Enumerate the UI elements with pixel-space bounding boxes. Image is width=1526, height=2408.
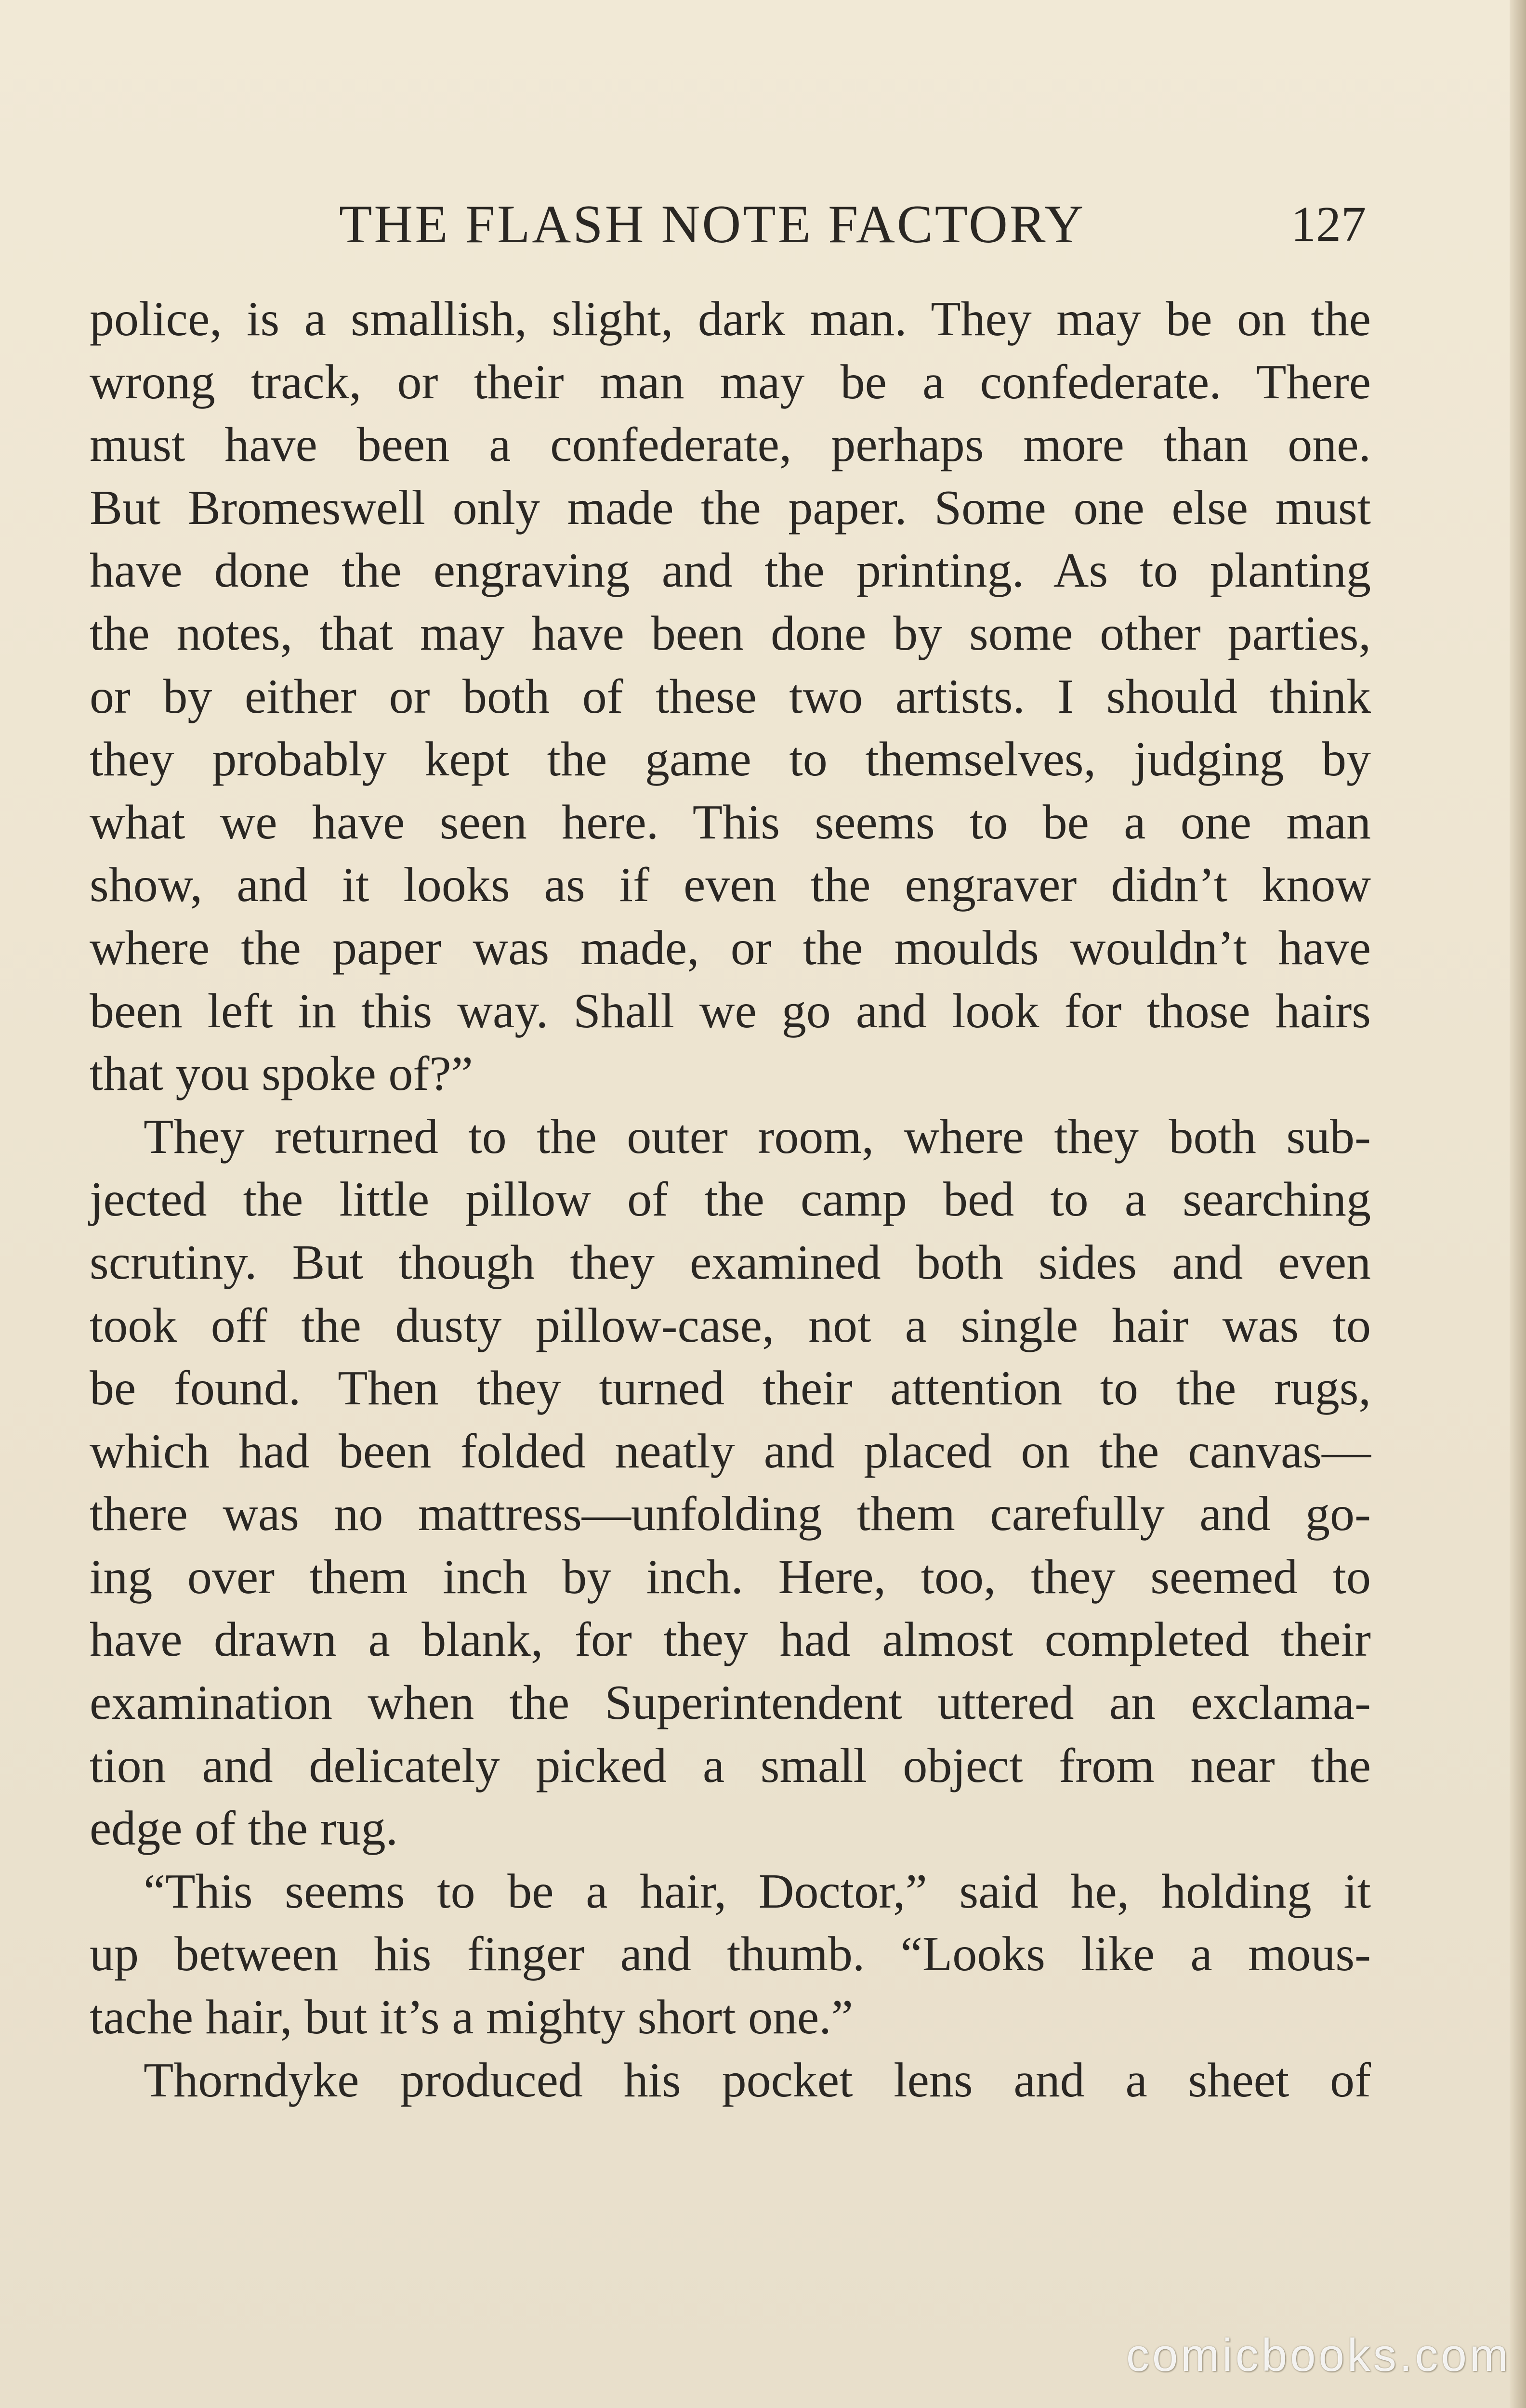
text-line: be found. Then they turned their attention to the rugs, xyxy=(90,1361,1371,1416)
text-line: there was no mattress—unfolding them carefully and go- xyxy=(90,1487,1371,1542)
text-line: scrutiny. But though they examined both sides and even xyxy=(90,1235,1371,1290)
text-line: They returned to the outer room, where they both sub- xyxy=(144,1109,1371,1164)
text-line: ing over them inch by inch. Here, too, they seemed to xyxy=(90,1549,1371,1604)
running-title: THE FLASH NOTE FACTORY xyxy=(339,195,1086,254)
text-line: have drawn a blank, for they had almost completed their xyxy=(90,1612,1371,1667)
text-line: wrong track, or their man may be a confederate. There xyxy=(90,354,1371,409)
text-line: which had been folded neatly and placed on the canvas— xyxy=(90,1424,1371,1479)
text-line: tache hair, but it’s a mighty short one.” xyxy=(90,1990,854,2045)
text-line: they probably kept the game to themselves, judging by xyxy=(90,732,1371,787)
text-line: up between his finger and thumb. “Looks like a mous- xyxy=(90,1927,1371,1982)
watermark: comicbooks.com xyxy=(1126,2329,1511,2381)
page-edge-shadow xyxy=(1510,0,1526,2408)
running-head xyxy=(0,191,1526,258)
body-text xyxy=(90,288,1371,2112)
text-line: must have been a confederate, perhaps more than one. xyxy=(90,418,1371,472)
text-line: edge of the rug. xyxy=(90,1801,398,1856)
text-line: jected the little pillow of the camp bed to a searching xyxy=(90,1172,1371,1227)
text-line: examination when the Superintendent uttered an exclama- xyxy=(90,1675,1371,1730)
text-line: police, is a smallish, slight, dark man. They may be on the xyxy=(90,292,1371,346)
text-line: or by either or both of these two artists. I should think xyxy=(90,669,1371,724)
text-line: show, and it looks as if even the engraver didn’t know xyxy=(90,858,1371,913)
text-line: that you spoke of?” xyxy=(90,1047,473,1101)
text-line: have done the engraving and the printing. As to planting xyxy=(90,543,1371,598)
text-line: tion and delicately picked a small object from near the xyxy=(90,1738,1371,1793)
text-line: where the paper was made, or the moulds wouldn’t have xyxy=(90,920,1371,975)
text-line: been left in this way. Shall we go and look for those hairs xyxy=(90,983,1371,1038)
text-line: the notes, that may have been done by some other parties, xyxy=(90,606,1371,661)
text-line: what we have seen here. This seems to be a one man xyxy=(90,795,1371,850)
text-line: took off the dusty pillow-case, not a single hair was to xyxy=(90,1298,1371,1353)
page-number: 127 xyxy=(1291,196,1366,252)
text-line: “This seems to be a hair, Doctor,” said he, holding it xyxy=(144,1864,1371,1919)
text-line: Thorndyke produced his pocket lens and a sheet of xyxy=(144,2053,1371,2107)
text-line: But Bromeswell only made the paper. Some one else must xyxy=(90,480,1371,535)
